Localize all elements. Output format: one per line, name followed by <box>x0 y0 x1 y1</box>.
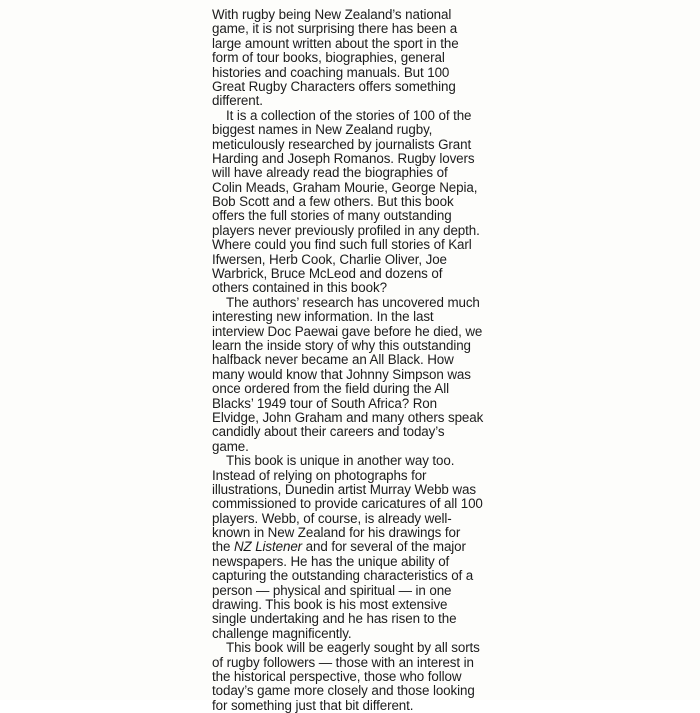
text-segment: histories and coaching manuals. But 100 <box>212 64 450 80</box>
text-segment: many would know that Johnny Simpson was <box>212 366 471 382</box>
paragraph-1 <box>212 8 494 109</box>
paragraph-2 <box>212 109 494 296</box>
text-line <box>212 281 494 295</box>
text-line <box>212 526 494 540</box>
text-segment: for something just that bit different. <box>212 697 414 713</box>
text-segment: meticulously researched by journalists Grant <box>212 136 472 152</box>
text-segment: today’s game more closely and those looking <box>212 683 475 699</box>
text-line <box>212 166 494 180</box>
text-segment: large amount written about the sport in the <box>212 35 459 51</box>
text-segment: drawing. This book is his most extensive <box>212 597 448 613</box>
text-line <box>212 152 494 166</box>
text-line <box>212 339 494 353</box>
text-segment: and for several of the major <box>302 539 466 555</box>
text-segment: Where could you find such full stories of Karl <box>212 237 472 253</box>
text-line <box>212 51 494 65</box>
text-line <box>212 224 494 238</box>
text-segment: interview Doc Paewai gave before he died, we <box>212 323 483 339</box>
text-line <box>212 8 494 22</box>
text-line <box>212 109 494 123</box>
text-segment: Great Rugby Characters offers something <box>212 78 456 94</box>
text-line <box>212 325 494 339</box>
paragraph-5 <box>212 641 494 713</box>
article-column <box>212 8 494 713</box>
paragraph-3 <box>212 296 494 454</box>
text-line <box>212 454 494 468</box>
text-segment: halfback never became an All Black. How <box>212 352 454 368</box>
text-segment: the <box>212 539 234 555</box>
text-segment: Harding and Joseph Romanos. Rugby lovers <box>212 150 475 166</box>
text-line <box>212 397 494 411</box>
italic-title-text: NZ Listener <box>233 539 303 555</box>
text-line <box>212 469 494 483</box>
text-segment: The authors’ research has uncovered much <box>226 294 480 310</box>
text-line <box>212 37 494 51</box>
text-line <box>212 684 494 698</box>
text-line <box>212 569 494 583</box>
text-line <box>212 138 494 152</box>
text-line <box>212 368 494 382</box>
text-segment: It is a collection of the stories of 100 of the <box>226 107 472 123</box>
text-line <box>212 181 494 195</box>
text-segment: person — physical and spiritual — in one <box>212 582 452 598</box>
text-segment: challenge magnificently. <box>212 625 352 641</box>
text-line <box>212 512 494 526</box>
text-line <box>212 598 494 612</box>
text-line <box>212 670 494 684</box>
text-line <box>212 195 494 209</box>
text-segment: Instead of relying on photographs for <box>212 467 427 483</box>
text-line <box>212 641 494 655</box>
text-segment: commissioned to provide caricatures of all 100 <box>212 496 483 512</box>
text-segment: the historical perspective, those who follow <box>212 668 462 684</box>
text-line <box>212 425 494 439</box>
text-line <box>212 627 494 641</box>
text-line <box>212 123 494 137</box>
text-segment: Elvidge, John Graham and many others speak <box>212 409 484 425</box>
text-segment: Colin Meads, Graham Mourie, George Nepia, <box>212 179 478 195</box>
text-segment: of rugby followers — those with an interest in <box>212 654 474 670</box>
text-line <box>212 497 494 511</box>
text-line <box>212 612 494 626</box>
text-segment: single undertaking and he has risen to the <box>212 611 457 627</box>
text-segment: will have already read the biographies of <box>212 165 448 181</box>
text-segment: Ifwersen, Herb Cook, Charlie Oliver, Joe <box>212 251 447 267</box>
text-segment: This book will be eagerly sought by all sorts <box>226 640 480 656</box>
text-line <box>212 209 494 223</box>
text-segment: form of tour books, biographies, general <box>212 50 445 66</box>
text-line <box>212 382 494 396</box>
text-line <box>212 80 494 94</box>
text-line <box>212 540 494 554</box>
text-segment: This book is unique in another way too. <box>226 453 455 469</box>
text-segment: known in New Zealand for his drawings for <box>212 525 461 541</box>
text-line <box>212 584 494 598</box>
text-segment: game. <box>212 438 249 454</box>
text-segment: different. <box>212 93 263 109</box>
text-segment: learn the inside story of why this outstanding <box>212 337 471 353</box>
text-line <box>212 310 494 324</box>
text-line <box>212 253 494 267</box>
text-line <box>212 440 494 454</box>
text-line <box>212 353 494 367</box>
text-line <box>212 656 494 670</box>
text-segment: With rugby being New Zealand’s national <box>212 7 452 22</box>
text-segment: players. Webb, of course, is already well- <box>212 510 452 526</box>
text-segment: offers the full stories of many outstanding <box>212 208 452 224</box>
text-line <box>212 555 494 569</box>
text-line <box>212 66 494 80</box>
text-segment: illustrations, Dunedin artist Murray Webb was <box>212 481 476 497</box>
text-line <box>212 411 494 425</box>
text-line <box>212 699 494 713</box>
text-line <box>212 238 494 252</box>
text-segment: candidly about their careers and today’s <box>212 424 445 440</box>
text-line <box>212 94 494 108</box>
text-segment: once ordered from the field during the All <box>212 381 449 397</box>
text-segment: Warbrick, Bruce McLeod and dozens of <box>212 266 443 282</box>
text-line <box>212 296 494 310</box>
text-segment: Blacks’ 1949 tour of South Africa? Ron <box>212 395 437 411</box>
text-line <box>212 483 494 497</box>
text-segment: interesting new information. In the last <box>212 309 434 325</box>
text-segment: players never previously profiled in any depth. <box>212 222 480 238</box>
text-segment: newspapers. He has the unique ability of <box>212 553 450 569</box>
text-segment: biggest names in New Zealand rugby, <box>212 122 433 138</box>
text-line <box>212 22 494 36</box>
text-segment: others contained in this book? <box>212 280 387 296</box>
text-segment: Bob Scott and a few others. But this book <box>212 194 454 210</box>
text-segment: game, it is not surprising there has been a <box>212 21 458 37</box>
paragraph-4 <box>212 454 494 641</box>
text-line <box>212 267 494 281</box>
text-segment: capturing the outstanding characteristics of a <box>212 568 474 584</box>
